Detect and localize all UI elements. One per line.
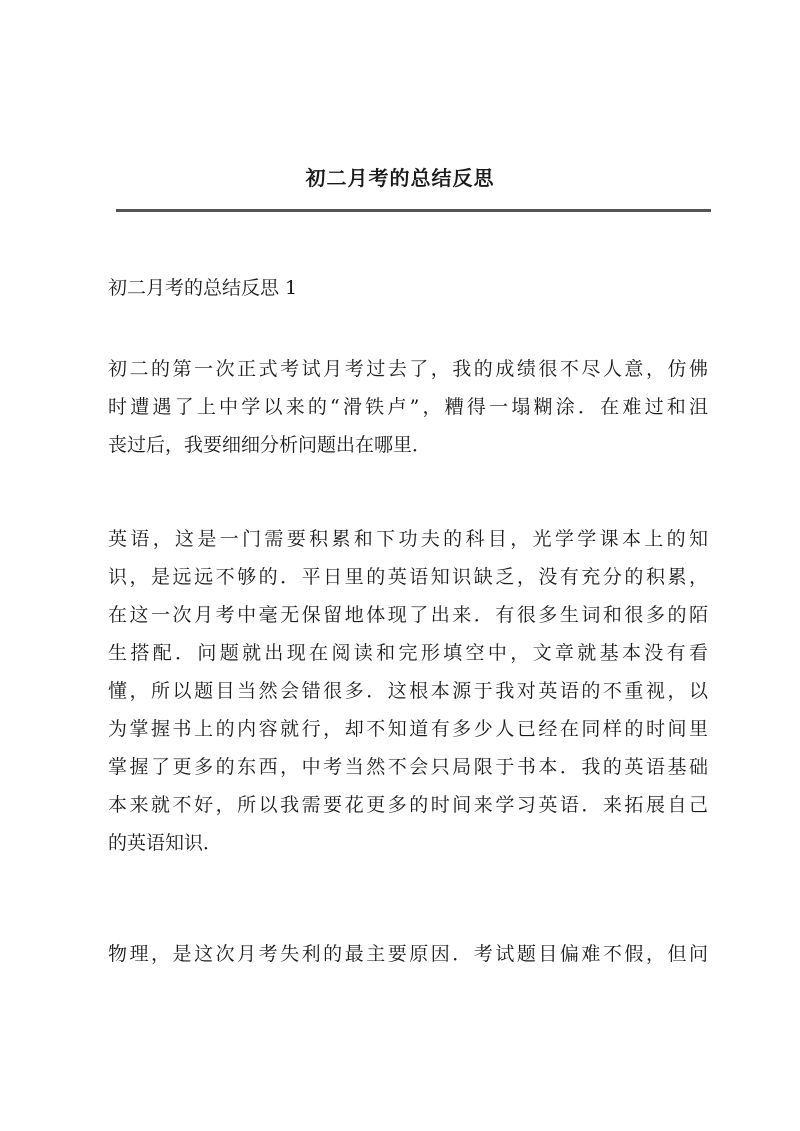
paragraph-english: [108, 520, 708, 862]
paragraph-line: 初二的第一次正式考试月考过去了，我的成绩很不尽人意，仿佛: [108, 358, 708, 380]
paragraph-line: 为掌握书上的内容就行，却不知道有多少人已经在同样的时间里: [108, 718, 708, 740]
paragraph-line: 识，是远远不够的．平日里的英语知识缺乏，没有充分的积累，: [108, 566, 708, 588]
paragraph-physics: [108, 935, 708, 973]
paragraph-intro: [108, 350, 708, 464]
paragraph-line: 物理，是这次月考失利的最主要原因．考试题目偏难不假，但问: [108, 943, 708, 965]
paragraph-line: 英语，这是一门需要积累和下功夫的科目，光学学课本上的知: [108, 528, 708, 550]
paragraph-line: 的英语知识．: [108, 832, 223, 854]
page-title: 初二月考的总结反思: [305, 166, 495, 190]
paragraph-line: 时遭遇了上中学以来的“滑铁卢”，糟得一塌糊涂．在难过和沮: [108, 396, 708, 418]
paragraph-line: 在这一次月考中毫无保留地体现了出来．有很多生词和很多的陌: [108, 604, 708, 626]
paragraph-line: 掌握了更多的东西，中考当然不会只局限于书本．我的英语基础: [108, 756, 708, 778]
paragraph-line: 丧过后，我要细细分析问题出在哪里．: [108, 434, 432, 456]
paragraph-line: 本来就不好，所以我需要花更多的时间来学习英语．来拓展自己: [108, 794, 708, 816]
paragraph-line: 生搭配．问题就出现在阅读和完形填空中，文章就基本没有看: [108, 642, 708, 664]
paragraph-line: 懂，所以题目当然会错很多．这根本源于我对英语的不重视，以: [108, 680, 708, 702]
section-subheading: 初二月考的总结反思 1: [108, 277, 298, 299]
title-divider: [116, 209, 711, 212]
